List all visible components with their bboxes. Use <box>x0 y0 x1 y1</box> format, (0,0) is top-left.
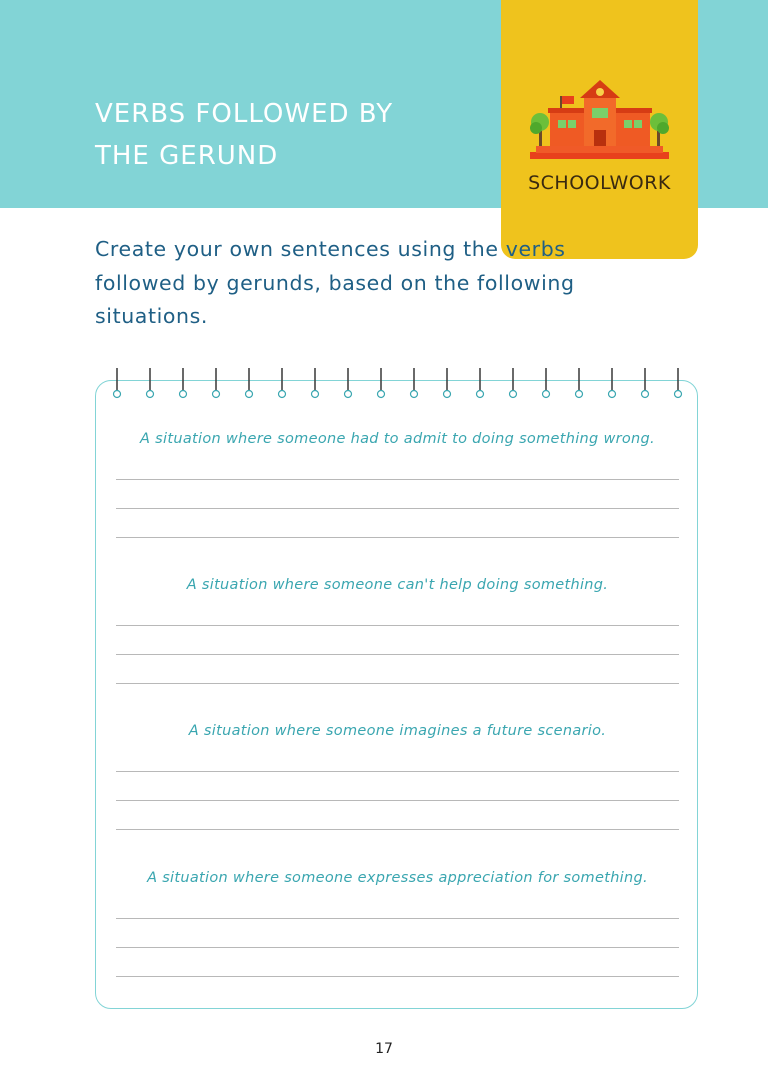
badge-label: SCHOOLWORK <box>528 172 671 194</box>
tree-icon <box>530 113 549 146</box>
writing-line[interactable] <box>116 976 679 977</box>
binding-ring <box>444 368 451 398</box>
binding-ring <box>675 368 682 398</box>
title-line-2: THE GERUND <box>95 141 279 171</box>
writing-line[interactable] <box>116 479 679 480</box>
binding-ring <box>510 368 517 398</box>
writing-line[interactable] <box>116 771 679 772</box>
binding-ring <box>180 368 187 398</box>
binding-ring <box>213 368 220 398</box>
binding-ring <box>312 368 319 398</box>
writing-line[interactable] <box>116 829 679 830</box>
prompt-2: A situation where someone can't help doing something. <box>186 577 609 593</box>
prompt-1: A situation where someone had to admit to doing something wrong. <box>140 431 655 447</box>
binding-ring <box>345 368 352 398</box>
writing-line[interactable] <box>116 537 679 538</box>
binding-ring <box>642 368 649 398</box>
writing-line[interactable] <box>116 947 679 948</box>
page-number: 17 <box>375 1041 393 1057</box>
binding-ring <box>147 368 154 398</box>
tree-icon <box>650 113 669 146</box>
schoolwork-badge <box>501 0 698 259</box>
binding-ring <box>378 368 385 398</box>
writing-line[interactable] <box>116 918 679 919</box>
school-building-icon <box>528 74 671 164</box>
binding-ring <box>279 368 286 398</box>
prompt-4: A situation where someone expresses appreciation for something. <box>147 870 648 886</box>
title-line-1: VERBS FOLLOWED BY <box>95 99 394 129</box>
binding-ring <box>114 368 121 398</box>
spiral-binding-icon <box>95 366 698 406</box>
binding-ring <box>411 368 418 398</box>
page-title <box>95 93 475 177</box>
binding-ring <box>543 368 550 398</box>
writing-line[interactable] <box>116 800 679 801</box>
instructions-text: Create your own sentences using the verbs followed by gerunds, based on the following situations. <box>95 237 575 328</box>
binding-ring <box>576 368 583 398</box>
binding-ring <box>609 368 616 398</box>
binding-ring <box>477 368 484 398</box>
writing-line[interactable] <box>116 508 679 509</box>
notebook-panel <box>95 380 698 1009</box>
binding-ring <box>246 368 253 398</box>
writing-line[interactable] <box>116 683 679 684</box>
writing-line[interactable] <box>116 625 679 626</box>
writing-line[interactable] <box>116 654 679 655</box>
prompt-3: A situation where someone imagines a future scenario. <box>188 723 607 739</box>
